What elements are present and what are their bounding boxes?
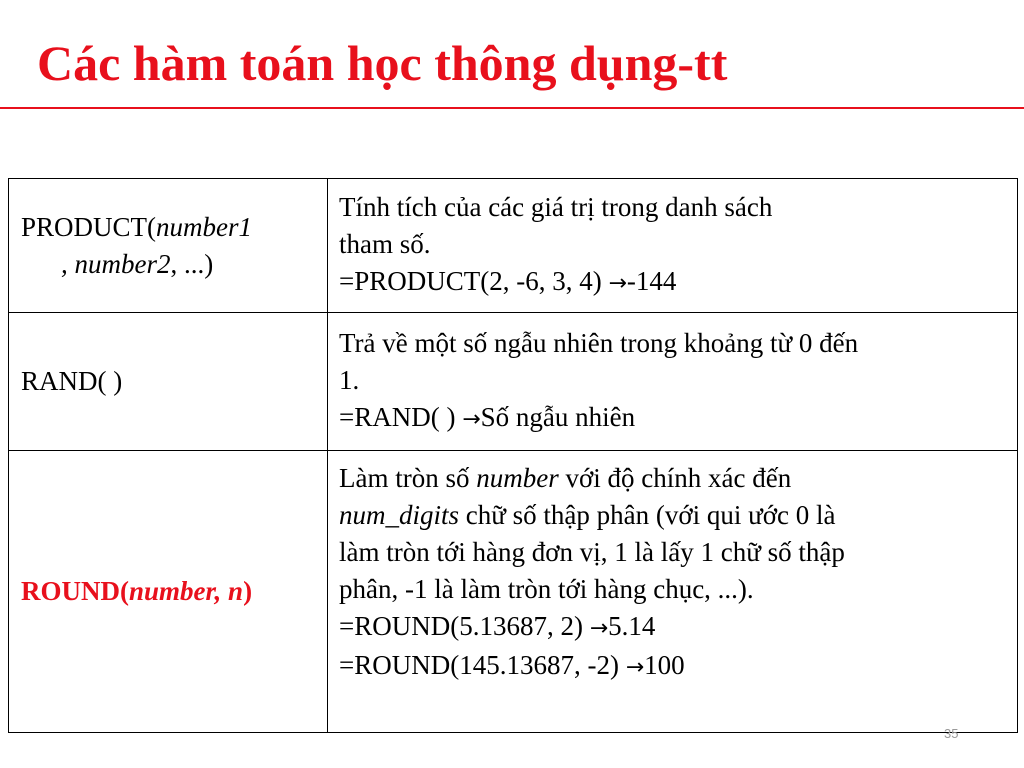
function-name: RAND( ) bbox=[21, 366, 123, 396]
argument-name: number, n bbox=[129, 576, 244, 606]
function-name-cell bbox=[9, 313, 328, 451]
description-text: chữ số thập phân (với qui ước 0 là bbox=[459, 500, 836, 530]
table-row bbox=[9, 179, 1018, 313]
function-description-cell bbox=[328, 313, 1018, 451]
description-text: Làm tròn số bbox=[339, 463, 477, 493]
example-line bbox=[339, 399, 1009, 438]
example-line bbox=[339, 608, 1009, 647]
arrow-icon: → bbox=[589, 616, 609, 641]
page-number: 35 bbox=[944, 726, 959, 741]
example-line bbox=[339, 263, 1009, 302]
example-formula: =RAND( ) bbox=[339, 402, 463, 432]
argument-name: number2 bbox=[74, 248, 171, 279]
function-description-cell bbox=[328, 179, 1018, 313]
argument-tail: ) bbox=[243, 576, 253, 606]
description-line bbox=[339, 497, 1009, 534]
argument-tail: , ...) bbox=[170, 248, 214, 279]
example-result: Số ngẫu nhiên bbox=[480, 402, 636, 432]
example-result: -144 bbox=[626, 266, 677, 296]
function-name: ROUND( bbox=[21, 576, 129, 606]
example-formula: =ROUND(5.13687, 2) bbox=[339, 611, 590, 641]
function-name-line bbox=[21, 246, 319, 283]
arrow-icon: → bbox=[608, 271, 627, 296]
description-line bbox=[339, 460, 1009, 497]
function-name-cell bbox=[9, 451, 328, 733]
description-line: Tính tích của các giá trị trong danh sách bbox=[339, 192, 773, 222]
argument-name: number1 bbox=[156, 211, 253, 242]
argument-name: num_digits bbox=[339, 500, 460, 530]
table-row bbox=[9, 313, 1018, 451]
argument-separator: , bbox=[61, 248, 75, 279]
description-line: làm tròn tới hàng đơn vị, 1 là lấy 1 chữ số thập bbox=[339, 537, 845, 567]
description-line: 1. bbox=[339, 365, 360, 395]
title-underline bbox=[0, 107, 1024, 109]
function-name-cell bbox=[9, 179, 328, 313]
arrow-icon: → bbox=[462, 407, 481, 432]
description-line: Trả về một số ngẫu nhiên trong khoảng từ 0 đến bbox=[339, 328, 859, 358]
argument-name: number bbox=[476, 463, 559, 493]
example-formula: =ROUND(145.13687, -2) bbox=[339, 650, 626, 680]
example-result: 100 bbox=[644, 650, 685, 680]
description-line: phân, -1 là làm tròn tới hàng chục, ...). bbox=[339, 574, 754, 604]
function-name-line bbox=[21, 209, 319, 246]
example-formula: =PRODUCT(2, -6, 3, 4) bbox=[339, 266, 609, 296]
function-name-highlighted bbox=[21, 573, 319, 610]
description-line: tham số. bbox=[339, 229, 431, 259]
arrow-icon: → bbox=[625, 655, 645, 680]
example-line bbox=[339, 647, 1009, 686]
table-row bbox=[9, 451, 1018, 733]
function-name: PRODUCT( bbox=[21, 211, 157, 242]
description-text: với độ chính xác đến bbox=[558, 463, 792, 493]
function-description-cell bbox=[328, 451, 1018, 733]
functions-table bbox=[8, 178, 1018, 733]
slide-title: Các hàm toán học thông dụng-tt bbox=[37, 35, 728, 91]
example-result: 5.14 bbox=[608, 611, 656, 641]
